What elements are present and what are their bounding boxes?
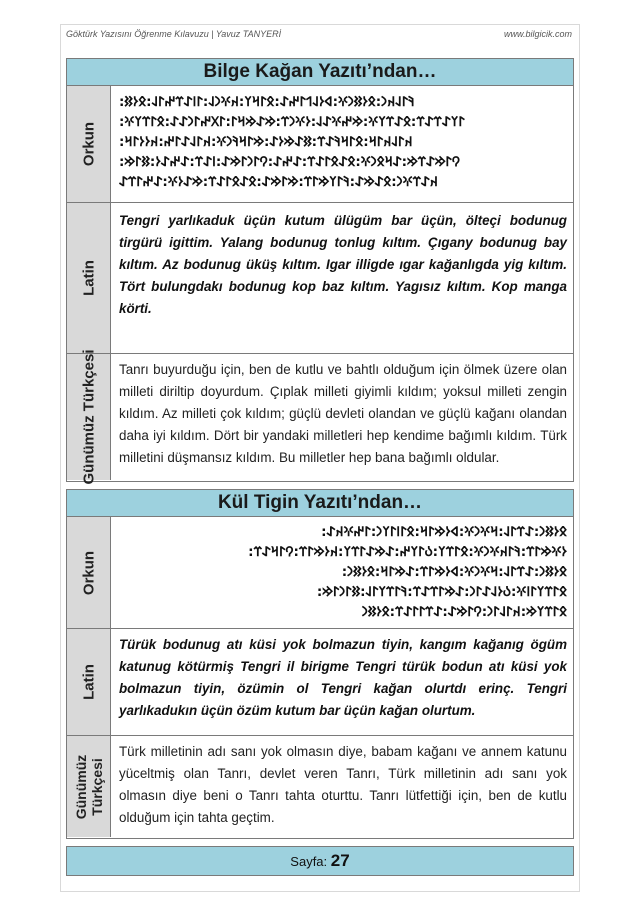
orkun-line: :𐰚𐰃𐰞𐰴𐰣:𐰋𐰆𐰑𐰣𐰍:𐰶𐰆𐰞𐰯𐰃𐰤𐰀:𐰋𐰃𐰺𐰠:𐰴𐰍𐰣𐰞:𐰃𐰾𐰀𐰼𐰤𐰃𐰞:𐰋𐰆𐰑: [119, 94, 415, 110]
orkun-line: 𐰴𐰀𐰼𐰍𐰣:𐰋𐰀𐰢𐰀:𐰚𐰃𐰠𐰢𐰃𐰼:𐰢𐰃𐰢𐰀:𐰋𐰀𐰋𐰃𐰀𐰼:𐰢𐰀𐰆𐰍:𐰀𐰤𐰃𐰼𐰀: [119, 174, 438, 190]
row-label-latin: Latin: [67, 629, 111, 735]
orkun-line: :𐰋𐰆𐰑𐰣:𐰀𐰼𐰃𐰞:𐰺𐰍𐰣𐰍:𐰶𐰆𐰢𐰃𐰼:𐰀𐰢𐰃𐰺:𐰋𐰆𐰑𐰣: [341, 564, 567, 580]
page-footer: [66, 846, 574, 876]
row-label-orkun: Orkun: [67, 517, 111, 628]
turkish-row: [67, 349, 573, 485]
row-label-turkish: Günümüz Türkçesi: [67, 354, 111, 480]
kul-tigin-section: [66, 489, 574, 839]
orkun-line: 𐰋𐰃𐰼𐰠𐰢:𐰴𐰃𐰞𐰃𐰣:𐰘𐰃𐰢𐰀:𐰀𐰼𐰃𐰃𐰀𐰼:𐰋𐰆𐰑𐰣: [361, 604, 567, 620]
orkun-line: :𐰆𐰍𐰢𐰃𐰼:𐰚𐰃𐰴𐰍𐰣𐰍:𐰋𐰃𐰼𐰠:𐰉𐰃𐰠𐰤:𐰀𐰢𐰀𐰃𐰼𐰠:𐰴𐰆𐰢𐰃𐰼:𐰘𐰃𐰺𐰀𐰼: [248, 544, 567, 560]
section-title: Bilge Kağan Yazıtı’ndan…: [67, 59, 573, 86]
orkun-row: [67, 86, 573, 202]
latin-row: [67, 202, 573, 353]
orkun-row: [67, 517, 573, 628]
row-label-orkun: Orkun: [67, 86, 111, 202]
section-title: Kül Tigin Yazıtı’ndan…: [67, 490, 573, 517]
page-header: [66, 29, 572, 43]
header-website: www.bilgicik.com: [503, 29, 572, 39]
orkun-line: :𐰋𐰆𐰑𐰣:𐰀𐰼𐰃𐰞:𐰺𐰍𐰣𐰍:𐰶𐰆𐰢𐰃𐰺:𐰋𐰃𐰾𐰃𐰠𐰣:𐰃𐰤𐰍𐰴𐰀: [321, 524, 567, 540]
orkun-line: :𐰃𐰠𐰀𐰼𐰀𐰼:𐰋𐰀𐰼𐰠𐰍:𐰢𐰤𐰍𐰀𐰞:𐰆𐰍𐰣𐰼:𐰢𐰀𐰢𐰺𐰃:𐰃𐰓𐰤𐰃𐰣𐰀𐰀:𐰋𐰃𐰼𐰠𐰍: [119, 114, 465, 130]
page-number: 27: [330, 851, 350, 870]
turkish-text: Tanrı buyurduğu için, ben de kutlu ve bahtlı olduğum için ölmek üzere olan milleti diriltip doyurdum. Çıplak milleti giyimli kıldım; yoksul milleti zengin kıldım. Az milleti çok kıldım; güçlü devleti olandan ve güçlü kağanı olandan daha iyi kıldım. Dört bir yandaki milletleri hep kendime bağımlı kıldım. Türk milletini düşmansız kıldım. Bu milletler hep bana bağımlı oldular.: [119, 362, 567, 465]
turkish-row: [67, 735, 573, 837]
latin-text: Tengri yarlıkaduk üçün kutum ülügüm bar üçün, ölteçi bodunug tirgürü igittim. Yalang bodunug tonlug kıltım. Çıgany bodunug bay kıltım. Az bodunug üküş kıltım. Igar illigde ıgar kağanlıgda yig kıltım. Tört bulungdakı bodunug kop baz kıltım. Yagısız kıltım. Kop manga körti.: [119, 213, 567, 316]
page-label: Sayfa:: [290, 854, 328, 869]
turkish-text: Türk milletinin adı sanı yok olmasın diye, babam kağanı ve annem katunu yüceltmiş olan Tanrı, devlet veren Tanrı, Türk milletinin adı sanı yok olmasın diye beni o Tanrı tahta oturttu. Tanrı lütfettiği için, ben de kutlu olduğum için tahta geçtim.: [119, 744, 567, 825]
orkun-line: :𐰘𐰃𐰢𐰀𐰼𐰢:𐰀𐰺𐰋𐰣𐰍:𐰋𐰀𐰋𐰃𐰀𐰼:𐰀𐰤𐰀:𐰘𐰃𐰣𐰃𐰢𐰀:𐰾𐰀𐰼:𐰀𐰤𐰀𐰆:𐰑𐰃𐰢: [119, 154, 460, 170]
header-book-title: Göktürk Yazısını Öğrenme Kılavuzu | Yavuz TANYERİ: [66, 29, 282, 39]
orkun-line: :𐰋𐰃𐰼𐰠𐰃𐰾𐰍:𐰉𐰆𐰞𐰀𐰃𐰣:𐰀𐰢𐰃𐰼𐰀𐰼:𐰚𐰃𐰼𐰠𐰃𐰞:𐰑𐰃𐰣𐰃𐰢: [316, 584, 567, 600]
latin-text: Türük bodunug atı küsi yok bolmazun tiyin, kangım kağanıg ögüm katunug kötürmiş Tengri il birigme Tengri türük bodun atı küsi yok bolmazun tiyin, özümin ol Tengri kağan olurtdı erinç. Tengri yarlıkadukın üçün özüm kutum bar üçün kağan olurtum.: [119, 637, 567, 718]
bilge-kagan-section: [66, 58, 574, 485]
row-label-turkish: Günümüz Türkçesi: [67, 736, 111, 837]
latin-row: [67, 628, 573, 735]
row-label-latin: Latin: [67, 203, 111, 353]
orkun-line: :𐰴𐰃𐰞𐰴𐰃𐰺:𐰋𐰃𐰺𐰚𐰀𐰼:𐰑𐰀𐰢𐰆𐰀:𐰢𐰃𐰺𐰚𐰣𐰍:𐰴𐰃𐰞𐰀𐰃𐰤:𐰴𐰆𐰆𐰃𐰺: [119, 134, 413, 150]
